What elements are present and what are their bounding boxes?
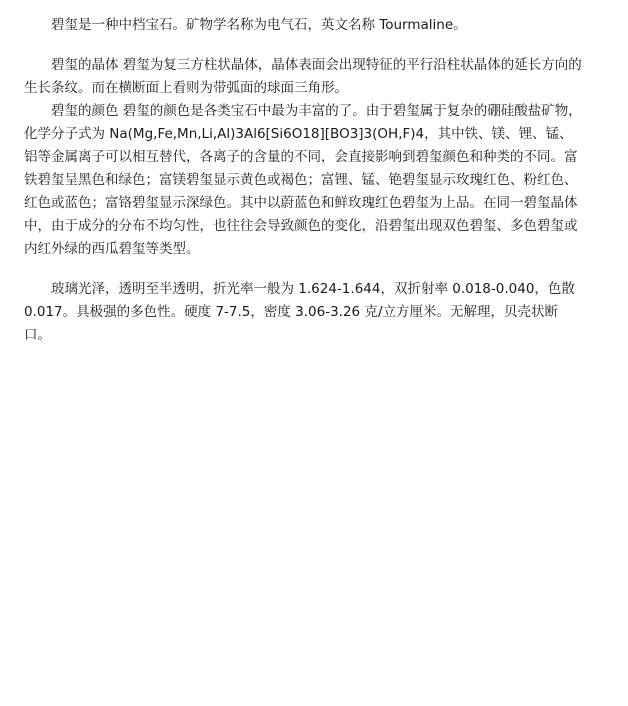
paragraph-color: 碧玺的颜色 碧玺的颜色是各类宝石中最为丰富的了。由于碧玺属于复杂的硼硅酸盐矿物，化学分子式为 Na(Mg,Fe,Mn,Li,Al)3Al6[Si6O18][BO3]3(OH,F)4，其中铁、镁、锂、锰、铝等金属离子可以相互替代，各离子的含量的不同，会直接影响到碧玺颜色和种类的不同。富铁碧玺呈黑色和绿色；富镁碧玺显示黄色或褐色；富锂、锰、铯碧玺显示玫瑰红色、粉红色、红色或蓝色；富铬碧玺显示深绿色。其中以蔚蓝色和鲜玫瑰红色碧玺为上品。在同一碧玺晶体中，由于成分的分布不均匀性，也往往会导致颜色的变化，沿碧玺出现双色碧玺、多色碧玺或内红外绿的西瓜碧玺等类型。: [24, 103, 582, 257]
paragraph-intro: 碧玺是一种中档宝石。矿物学名称为电气石，英文名称 Tourmaline。: [51, 17, 467, 33]
paragraph-crystal: 碧玺的晶体 碧玺为复三方柱状晶体，晶体表面会出现特征的平行沿柱状晶体的延长方向的生长条纹。而在横断面上看则为带弧面的球面三角形。: [24, 57, 582, 96]
paragraph-properties: 玻璃光泽，透明至半透明，折光率一般为 1.624-1.644，双折射率 0.018-0.040，色散 0.017。具极强的多色性。硬度 7-7.5，密度 3.06-3.26 克/立方厘米。无解理，贝壳状断口。: [24, 281, 575, 343]
document-body: [24, 14, 584, 347]
